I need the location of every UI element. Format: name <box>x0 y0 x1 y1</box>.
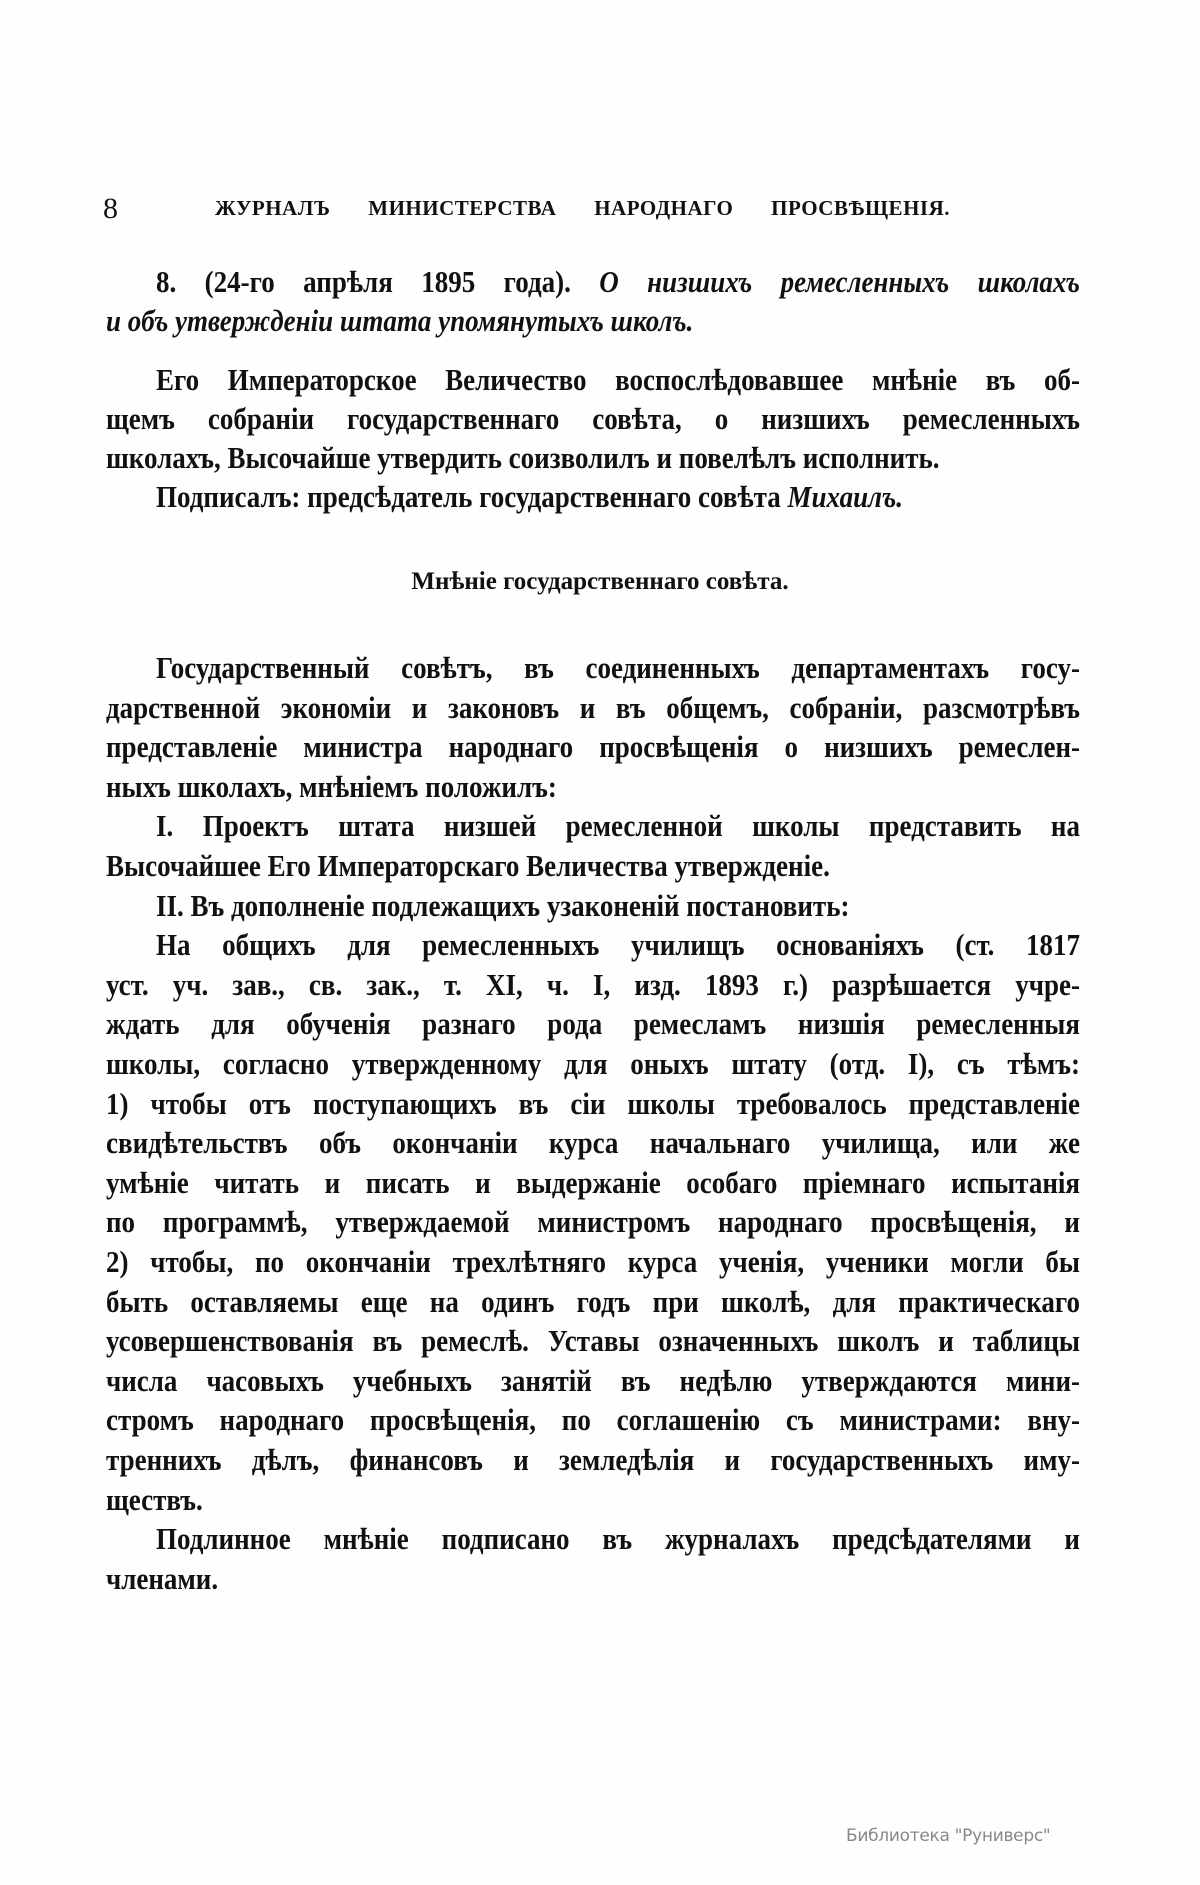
text-line <box>106 1321 1080 1361</box>
italic-text: О низшихъ ремесленныхъ школахъ <box>599 265 1080 299</box>
text-segment: уст. уч. зав., св. зак., т. XI, ч. I, изд. 1893 г.) разрѣшается учре- <box>106 968 1080 1002</box>
text-line <box>106 727 1080 767</box>
page-number: 8 <box>103 192 118 225</box>
text-line <box>156 1519 1080 1559</box>
text-segment: Подлинное мнѣніе подписано въ журналахъ предсѣдателями и <box>156 1522 1080 1557</box>
text-segment: 8. (24-го апрѣля 1895 года). <box>156 265 600 299</box>
text-line <box>106 1004 1080 1044</box>
text-segment: членами. <box>106 1562 219 1596</box>
text-segment: стромъ народнаго просвѣщенія, по соглашенію съ министрами: вну- <box>106 1403 1080 1438</box>
text-segment: На общихъ для ремесленныхъ училищъ основаніяхъ (ст. 1817 <box>156 928 1080 963</box>
text-segment: представленіе министра народнаго просвѣщенія о низшихъ ремеслен- <box>106 730 1080 765</box>
text-line <box>106 1044 1080 1084</box>
text-segment: Государственный совѣтъ, въ соединенныхъ департаментахъ госу- <box>156 651 1080 685</box>
text-line <box>106 1400 1080 1440</box>
text-line <box>156 648 1080 688</box>
text-segment: дарственной экономіи и законовъ и въ общемъ, собраніи, разсмотрѣвъ <box>106 690 1080 725</box>
text-line <box>106 1202 1080 1242</box>
text-line <box>156 806 1080 846</box>
text-line <box>156 262 1080 302</box>
text-line <box>156 360 1080 400</box>
text-segment: Его Императорское Величество воспослѣдовавшее мнѣніе въ об- <box>156 363 1080 397</box>
text-segment: Высочайшее Его Императорскаго Величества утвержденіе. <box>106 849 830 883</box>
text-line <box>156 886 1080 926</box>
text-line <box>106 1084 1080 1124</box>
text-line <box>106 1123 1080 1163</box>
text-line <box>106 1242 1080 1282</box>
text-segment: I. Проектъ штата низшей ремесленной школы представить на <box>156 809 1080 844</box>
text-segment: щемъ собраніи государственнаго совѣта, о низшихъ ремесленныхъ <box>106 402 1080 436</box>
text-segment: ждать для обученія разнаго рода ремесламъ низшія ремесленныя <box>106 1007 1080 1042</box>
text-segment: усовершенствованія въ ремеслѣ. Уставы означенныхъ школъ и таблицы <box>106 1324 1080 1359</box>
text-segment: треннихъ дѣлъ, финансовъ и земледѣлія и государственныхъ иму- <box>106 1443 1080 1477</box>
text-line <box>156 925 1080 965</box>
text-segment: свидѣтельствъ объ окончаніи курса начальнаго училища, или же <box>106 1126 1080 1161</box>
text-line <box>106 301 1080 341</box>
text-segment: 2) чтобы, по окончаніи трехлѣтняго курса ученія, ученики могли бы <box>106 1245 1080 1279</box>
running-header: ЖУРНАЛЪ МИНИСТЕРСТВА НАРОДНАГО ПРОСВѢЩЕНІЯ. <box>215 196 950 220</box>
text-segment: ныхъ школахъ, мнѣніемъ положилъ: <box>106 770 557 804</box>
text-line <box>106 1480 1080 1520</box>
text-line <box>106 1361 1080 1401</box>
section-heading: Мнѣніе государственнаго совѣта. <box>411 568 789 595</box>
text-line <box>106 1440 1080 1480</box>
text-line <box>106 846 1080 886</box>
text-line <box>106 688 1080 728</box>
text-segment: по программѣ, утверждаемой министромъ народнаго просвѣщенія, и <box>106 1205 1080 1240</box>
text-segment: быть оставляемы еще на одинъ годъ при школѣ, для практическаго <box>106 1284 1080 1319</box>
text-line <box>106 1559 1080 1599</box>
text-segment: Подписалъ: предсѣдатель государственнаго совѣта <box>156 480 788 514</box>
text-line <box>106 1282 1080 1322</box>
text-segment: умѣніе читать и писать и выдержаніе особаго пріемнаго испытанія <box>106 1166 1080 1200</box>
text-segment: школахъ, Высочайше утвердить соизволилъ и повелѣлъ исполнить. <box>106 441 940 475</box>
text-line <box>106 965 1080 1005</box>
italic-text: Михаилъ. <box>787 480 904 514</box>
text-line <box>106 767 1080 807</box>
text-line <box>106 399 1080 439</box>
text-segment: II. Въ дополненіе подлежащихъ узаконеній постановить: <box>156 888 850 923</box>
text-segment: ществъ. <box>106 1482 203 1517</box>
text-line <box>156 477 1080 517</box>
text-segment: 1) чтобы отъ поступающихъ въ сіи школы требовалось представленіе <box>106 1086 1080 1121</box>
text-segment: школы, согласно утвержденному для оныхъ штату (отд. I), съ тѣмъ: <box>106 1047 1080 1081</box>
library-watermark: Библиотека "Руниверс" <box>846 1826 1051 1846</box>
text-line <box>106 438 1080 478</box>
text-segment: числа часовыхъ учебныхъ занятій въ недѣлю утверждаются мини- <box>106 1364 1080 1398</box>
italic-text: и объ утвержденіи штата упомянутыхъ школъ. <box>106 303 694 338</box>
text-line <box>106 1163 1080 1203</box>
